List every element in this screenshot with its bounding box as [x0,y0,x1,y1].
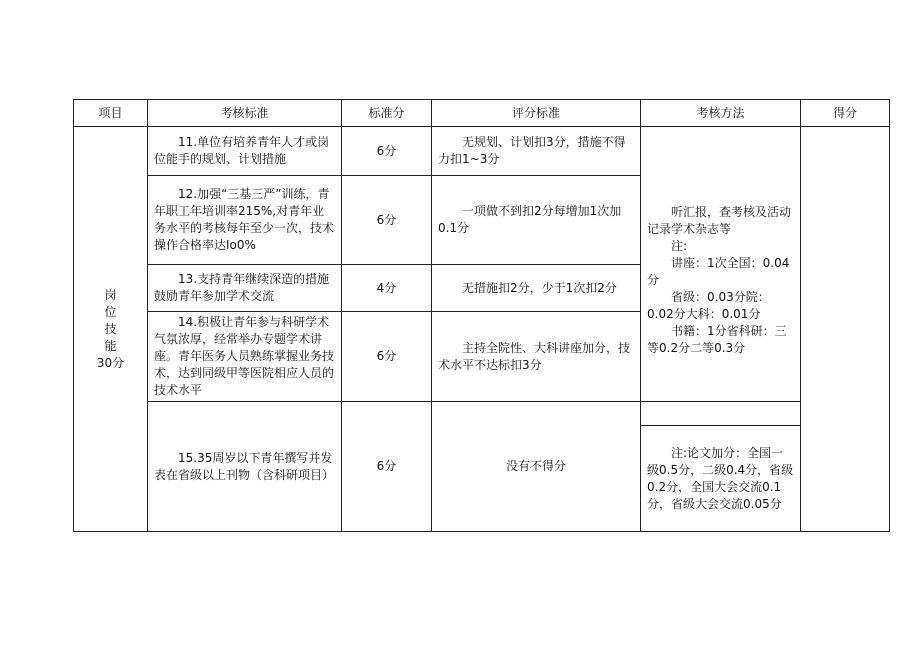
standard-cell: 14.积极让青年参与科研学术气氛浓厚，经常举办专题学术讲座。青年医务人员熟练掌握业务技术，达到同级甲等医院相应人员的技术水平 [148,312,342,402]
scoring-cell: 没有不得分 [432,402,641,532]
standard-cell: 15.35周岁以下青年撰写并发表在省级以上刊物（含科研项目） [148,402,342,532]
header-scoring: 评分标准 [432,100,641,127]
scoring-cell: 一项做不到扣2分每增加1次加0.1分 [432,176,641,265]
category-char: 岗 [104,287,117,302]
points-cell: 6分 [342,176,432,265]
header-item: 项目 [74,100,148,127]
category-cell [74,127,148,532]
header-score: 得分 [801,100,890,127]
category-char: 位 [104,304,117,319]
method-intro: 听汇报，查考核及活动记录学术杂志等 [647,204,792,236]
scoring-cell: 主持全院性、大科讲座加分，技术水平不达标扣3分 [432,312,641,402]
table-row [74,127,890,176]
scoring-cell: 无措施扣2分，少于1次扣2分 [432,265,641,312]
method-line: 书籍：1分省科研：三等0.2分二等0.3分 [647,323,787,355]
category-char: 技 [104,321,117,336]
method-line: 讲座：1次全国：0.04分 [647,255,790,287]
method-cell [641,127,801,402]
method-note-label: 注: [671,238,688,253]
header-standard: 考核标准 [148,100,342,127]
assessment-table [73,99,890,532]
score-cell [801,127,890,532]
method-line: 省级：0.03分院：0.02分大科：0.01分 [647,289,770,321]
points-cell: 6分 [342,312,432,402]
header-points: 标准分 [342,100,432,127]
category-score: 30分 [96,355,125,370]
scoring-cell: 无规划、计划扣3分，措施不得力扣1~3分 [432,127,641,176]
points-cell: 4分 [342,265,432,312]
standard-cell: 13.支持青年继续深造的措施鼓励青年参加学术交流 [148,265,342,312]
standard-cell: 12.加强“三基三严”训练，青年职工年培训率215%,对青年业务水平的考核每年至少一次，技术操作合格率达Io0% [148,176,342,265]
standard-cell: 11.单位有培养青年人才或岗位能手的规划、计划措施 [148,127,342,176]
method-spacer [641,402,801,426]
header-row [74,100,890,127]
table-row [74,402,890,426]
method-cell-2: 注:论文加分：全国一级0.5分，二级0.4分，省级0.2分，全国大会交流0.1分，省级大会交流0.05分 [641,426,801,532]
category-char: 能 [104,338,117,353]
points-cell: 6分 [342,127,432,176]
points-cell: 6分 [342,402,432,532]
header-method: 考核方法 [641,100,801,127]
